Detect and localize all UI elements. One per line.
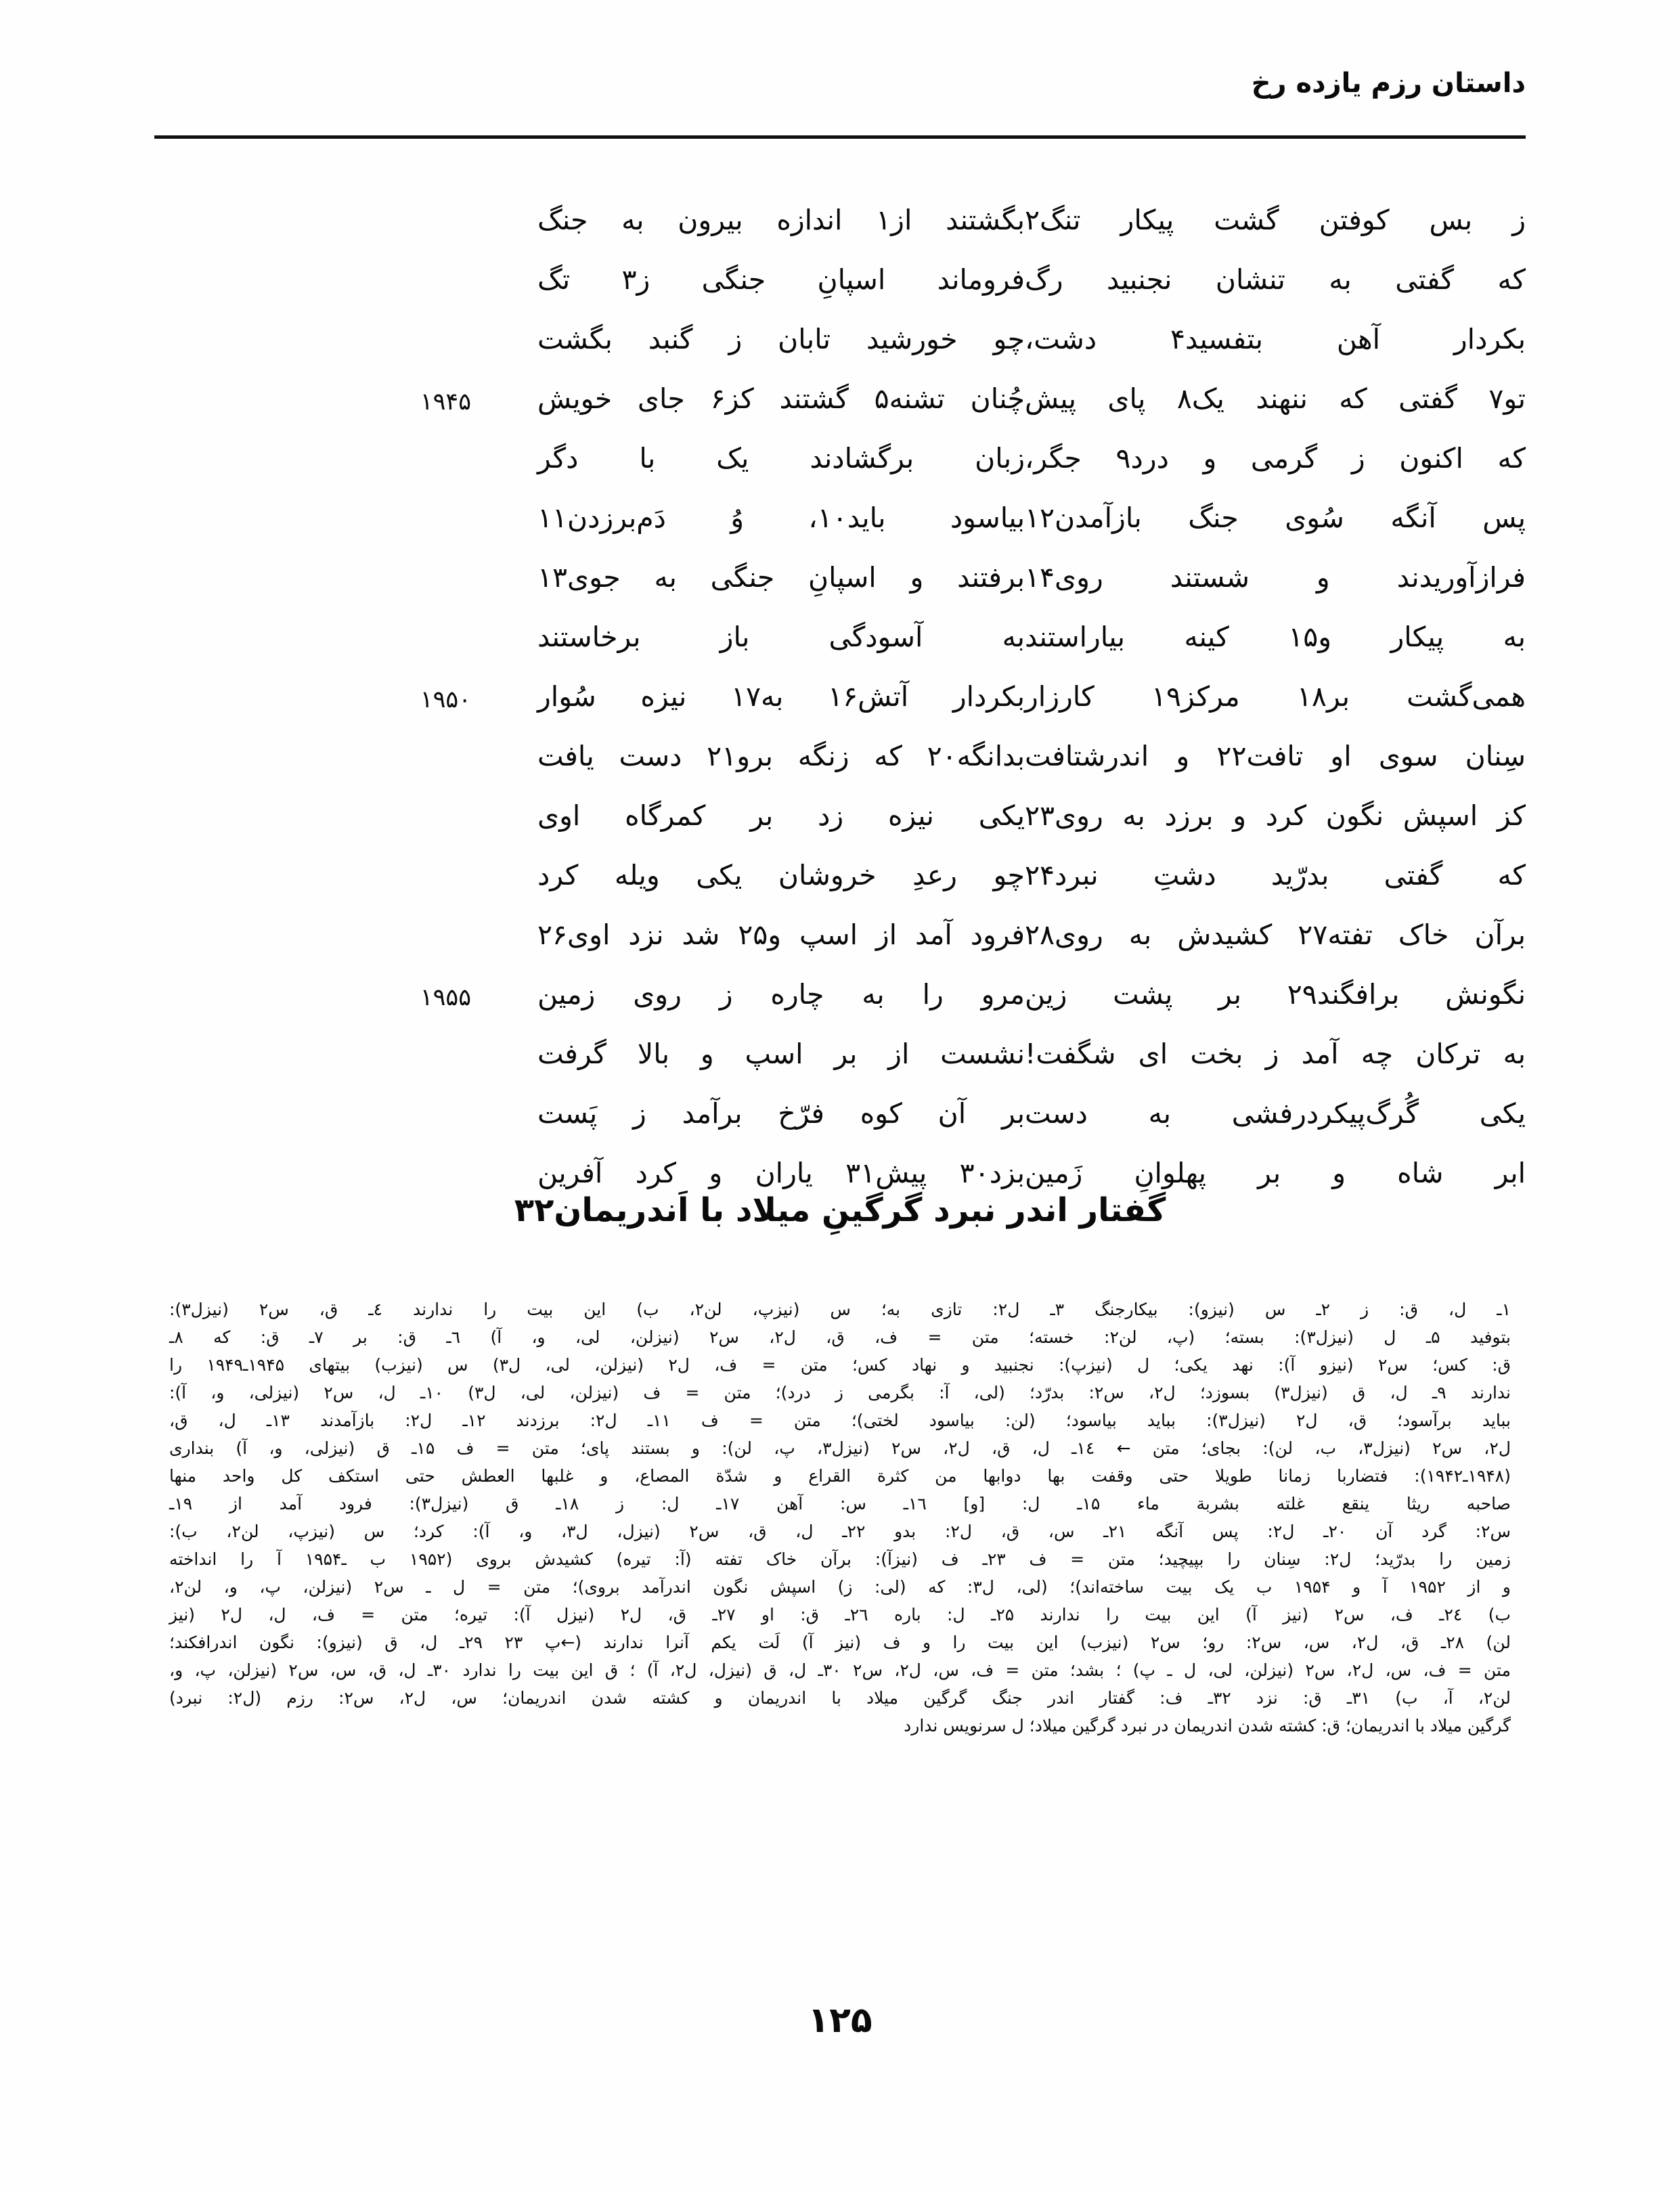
hemistich-second: سِنان سوی او تافت۲۲ و اندرشتافت (1025, 740, 1526, 772)
hemistich-first: زبان برگشادند یک با دگر (537, 442, 1025, 474)
hemistich-second: که گفتی بدرّید دشتِ نبرد۲۴ (1025, 859, 1526, 891)
couplet (154, 739, 1526, 799)
couplet (154, 1097, 1526, 1156)
couplet (154, 977, 1526, 1037)
hemistich-second: که گفتی به تنشان نجنبید رگ (1025, 263, 1526, 296)
hemistich-second: به ترکان چه آمد ز بخت ای شگفت! (1025, 1038, 1526, 1070)
hemistich-second: یکی گُرگ‌پیکردرفشی به دست (1025, 1097, 1526, 1130)
apparatus-line: س۲: گرد آن ۲۰ـ ل۲: پس آنگه ۲۱ـ س، ق، ل۲: بدو ۲۲ـ ل، ق، س۲ (نیزل، ل۳، و، آ): کرد؛ س (نیزپ، لن۲، ب): (169, 1522, 1511, 1541)
couplet (154, 322, 1526, 382)
hemistich-first: نشست از بر اسپ و بالا گرفت (537, 1038, 1025, 1070)
hemistich-first: بر آن کوه فرّخ برآمد ز پَست (537, 1097, 1025, 1130)
couplet (154, 858, 1526, 918)
apparatus-line: ل۲، س۲ (نیزل۳، ب، لن): بجای؛ متن ← ۱٤ـ ل، ق، ل۲، س۲ (نیزل۳، پ، لن): و بستند پای؛ متن = ف ۱۵ـ ق (نیزلی، و، آ) بنداری (169, 1438, 1511, 1458)
apparatus-line: ۱ـ ل، ق: ز ۲ـ س (نیزو): بیکارجنگ ۳ـ ل۲: تازی به؛ س (نیزپ، لن۲، ب) این بیت را ندارند ٤ـ ق، س۲ (نیزل۳): (169, 1300, 1511, 1319)
apparatus-line: و از ۱۹۵۲ آ و ۱۹۵۴ ب یک بیت ساخته‌اند)؛ (لی، ل۳: که (لی: ز) اسپش نگون اندرآمد بروی)؛ متن = ل ـ س۲ (نیزلن، پ، و، لن۲، (169, 1577, 1511, 1597)
hemistich-second: همی‌گشت بر۱۸ مرکز۱۹ کارزار (1025, 680, 1526, 713)
page-number: ۱۲۵ (808, 2000, 872, 2041)
couplet (154, 918, 1526, 977)
running-header: داستان رزم یازده رخ (1251, 68, 1526, 99)
apparatus-line: بباید برآسود؛ ق، ل۲ (نیزل۳): بباید بیاسود؛ (لن: بیاسود لختی)؛ متن = ف ۱۱ـ ل۲: برزدند ۱۲ـ ل۲: بازآمدند ۱۳ـ ل، ق، (169, 1411, 1511, 1430)
hemistich-first: بگشتند از۱ اندازه بیرون به جنگ (537, 204, 1025, 236)
couplet (154, 680, 1526, 739)
verse-line-number (389, 858, 490, 865)
hemistich-second: نگونش برافگند۲۹ بر پشت زین (1025, 978, 1526, 1011)
verse-line-number (389, 263, 490, 269)
apparatus-line: لن) ۲۸ـ ق، ل۲، س، س۲: رو؛ س۲ (نیزب) این بیت را و ف (نیز آ) لَت یکم آنرا ندارند (←پ ۲۳ ۲۹ـ ل، ق (نیزو): نگون اندرافکند؛ (169, 1633, 1511, 1652)
verse-line-number (389, 322, 490, 329)
apparatus-line: صاحبه ریثا ینقع غلته بشربة ماء ۱۵ـ ل: [و] ۱٦ـ س: آهن ۱۷ـ ل: ز ۱۸ـ ق (نیزل۳): فرود آمد از ۱۹ـ (169, 1494, 1511, 1513)
verse-line-number (389, 1037, 490, 1044)
hemistich-first: یکی نیزه زد بر کمرگاه اوی (537, 799, 1025, 832)
verse-line-number (389, 918, 490, 925)
section-heading: گفتار اندر نبرد گرگینِ میلاد با اَندریمان۳۲ (514, 1191, 1166, 1229)
apparatus-line: زمین را بدرّید؛ ل۲: سِنان را بپیچید؛ متن = ف ۲۳ـ ف (نیزآ): برآن خاک تفته (آ: تیره) کشیدش بروی (۱۹۵۲ ب ـ۱۹۵۴ آ را انداخته (169, 1549, 1511, 1569)
hemistich-first: فرود آمد از اسپ و۲۵ شد نزد اوی۲۶ (537, 919, 1025, 951)
verse-line-number (389, 203, 490, 210)
hemistich-first: برفتند و اسپانِ جنگی به جوی۱۳ (537, 561, 1025, 594)
verse-line-number (389, 501, 490, 508)
header-rule (154, 135, 1526, 139)
verse-block (154, 203, 1526, 1189)
verse-line-number (389, 620, 490, 627)
hemistich-first: چو رعدِ خروشان یکی ویله کرد (537, 859, 1025, 891)
hemistich-first: به آسودگی باز برخاستند (537, 621, 1025, 653)
apparatus-line: گرگین میلاد با اندریمان؛ ق: کشته شدن اندریمان در نبرد گرگین میلاد؛ ل سرنویس ندارد (904, 1716, 1511, 1735)
couplet (154, 1037, 1526, 1097)
apparatus-line: (۱۹۴۸ـ۱۹۴۲): فتضاربا زمانا طویلا حتی وقفت بها دوابها من کثرة القراع و شدّة المصاع، و غلبها العطش حتی استکف کل واحد منها (169, 1466, 1511, 1486)
verse-line-number (389, 441, 490, 448)
critical-apparatus (169, 1296, 1511, 1740)
hemistich-first: فروماند اسپانِ جنگی ز۳ تگ (537, 263, 1025, 296)
hemistich-first: بزد۳۰ پیش۳۱ یاران و کرد آفرین (537, 1157, 1025, 1189)
apparatus-line: بتوفید ۵ـ ل (نیزل۳): بسته؛ (پ، لن۲: خسته؛ متن = ف، ق، ل۲، س۲ (نیزلن، لی، و، آ) ٦ـ ق: بر ۷ـ ق: که ۸ـ (169, 1327, 1511, 1347)
apparatus-line: متن = ف، س، ل۲، س۲ (نیزلن، لی، ل ـ پ) ؛ بشد؛ متن = ف، س، ل۲، س۲ ۳۰ـ ل، ق (نیزل، ل۲، آ) ؛ ق این بیت را ندارد ۳۰ـ ل، ق، س، س۲ (نیزلن، پ، و، (169, 1660, 1511, 1680)
apparatus-line: لن۲، آ، ب) ۳۱ـ ق: نزد ۳۲ـ ف: گفتار اندر جنگ گرگین میلاد با اندریمان و کشته شدن اندریمان؛ س، ل۲، س۲: رزم (ل۲: نبرد) (169, 1688, 1511, 1708)
hemistich-second: ز بس کوفتن گشت پیکار تنگ۲ (1025, 204, 1526, 236)
apparatus-line: ب) ۲٤ـ ف، س۲ (نیز آ) این بیت را ندارند ۲۵ـ ل: باره ۲٦ـ ق: او ۲۷ـ ق، ل۲ (نیزل آ): تیره؛ متن = ف، ل، ل۲ (نیز (169, 1605, 1511, 1624)
verse-line-number (389, 1097, 490, 1103)
hemistich-second: ابر شاه و بر پهلوانِ زَمین (1025, 1157, 1526, 1189)
hemistich-second: تو۷ گفتی که ننهند یک۸ پای پیش (1025, 382, 1526, 415)
couplet (154, 620, 1526, 680)
couplet (154, 382, 1526, 441)
verse-line-number (389, 799, 490, 805)
hemistich-first: مرو را به چاره ز روی زمین (537, 978, 1025, 1011)
couplet (154, 203, 1526, 263)
verse-line-number (389, 1156, 490, 1163)
verse-line-number: ۱۹۵۰ (420, 686, 471, 713)
hemistich-first: چو خورشید تابان ز گنبد بگشت (537, 323, 1025, 355)
hemistich-first: بکردار آتش۱۶ به۱۷ نیزه سُوار (537, 680, 1025, 713)
hemistich-first: چُنان تشنه۵ گشتند کز۶ جای خویش (537, 382, 1025, 415)
hemistich-second: پس آنگه سُوی جنگ بازآمدن۱۲ (1025, 502, 1526, 534)
hemistich-second: که اکنون ز گرمی و درد۹ جگر، (1025, 442, 1526, 474)
couplet (154, 441, 1526, 501)
verse-line-number: ۱۹۵۵ (420, 984, 471, 1011)
apparatus-line: ندارند ۹ـ ل، ق (نیزل۳) بسوزد؛ ل۲، س۲: بدرّد؛ (لی، آ: بگرمی ز درد)؛ متن = ف (نیزلن، لی، ل۳) ۱۰ـ ل، س۲ (نیزلی، و، آ): (169, 1383, 1511, 1402)
hemistich-second: فرازآوریدند و شستند روی۱۴ (1025, 561, 1526, 594)
apparatus-line: ق: کس؛ س۲ (نیزو آ): نهد یکی؛ ل (نیزپ): نجنبید و نهاد کس؛ متن = ف، ل۲ (نیزلن، لی، ل۳) س (نیزب) بیتهای ۱۹۴۵ـ۱۹۴۹ را (169, 1355, 1511, 1375)
verse-line-number: ۱۹۴۵ (420, 389, 471, 416)
couplet (154, 263, 1526, 322)
verse-line-number (389, 560, 490, 567)
couplet (154, 799, 1526, 858)
couplet (154, 560, 1526, 620)
couplet (154, 501, 1526, 560)
hemistich-second: به پیکار و۱۵ کینه بیاراستند (1025, 621, 1526, 653)
hemistich-first: بدانگه۲۰ که زنگه برو۲۱ دست یافت (537, 740, 1025, 772)
hemistich-second: برآن خاک تفته۲۷ کشیدش به روی۲۸ (1025, 919, 1526, 951)
hemistich-second: کز اسپش نگون کرد و برزد به روی۲۳ (1025, 799, 1526, 832)
hemistich-first: بیاسود باید۱۰، وُ دَم‌برزدن۱۱ (537, 502, 1025, 534)
verse-line-number (389, 739, 490, 746)
hemistich-second: بکردار آهن بتفسید۴ دشت، (1025, 323, 1526, 355)
